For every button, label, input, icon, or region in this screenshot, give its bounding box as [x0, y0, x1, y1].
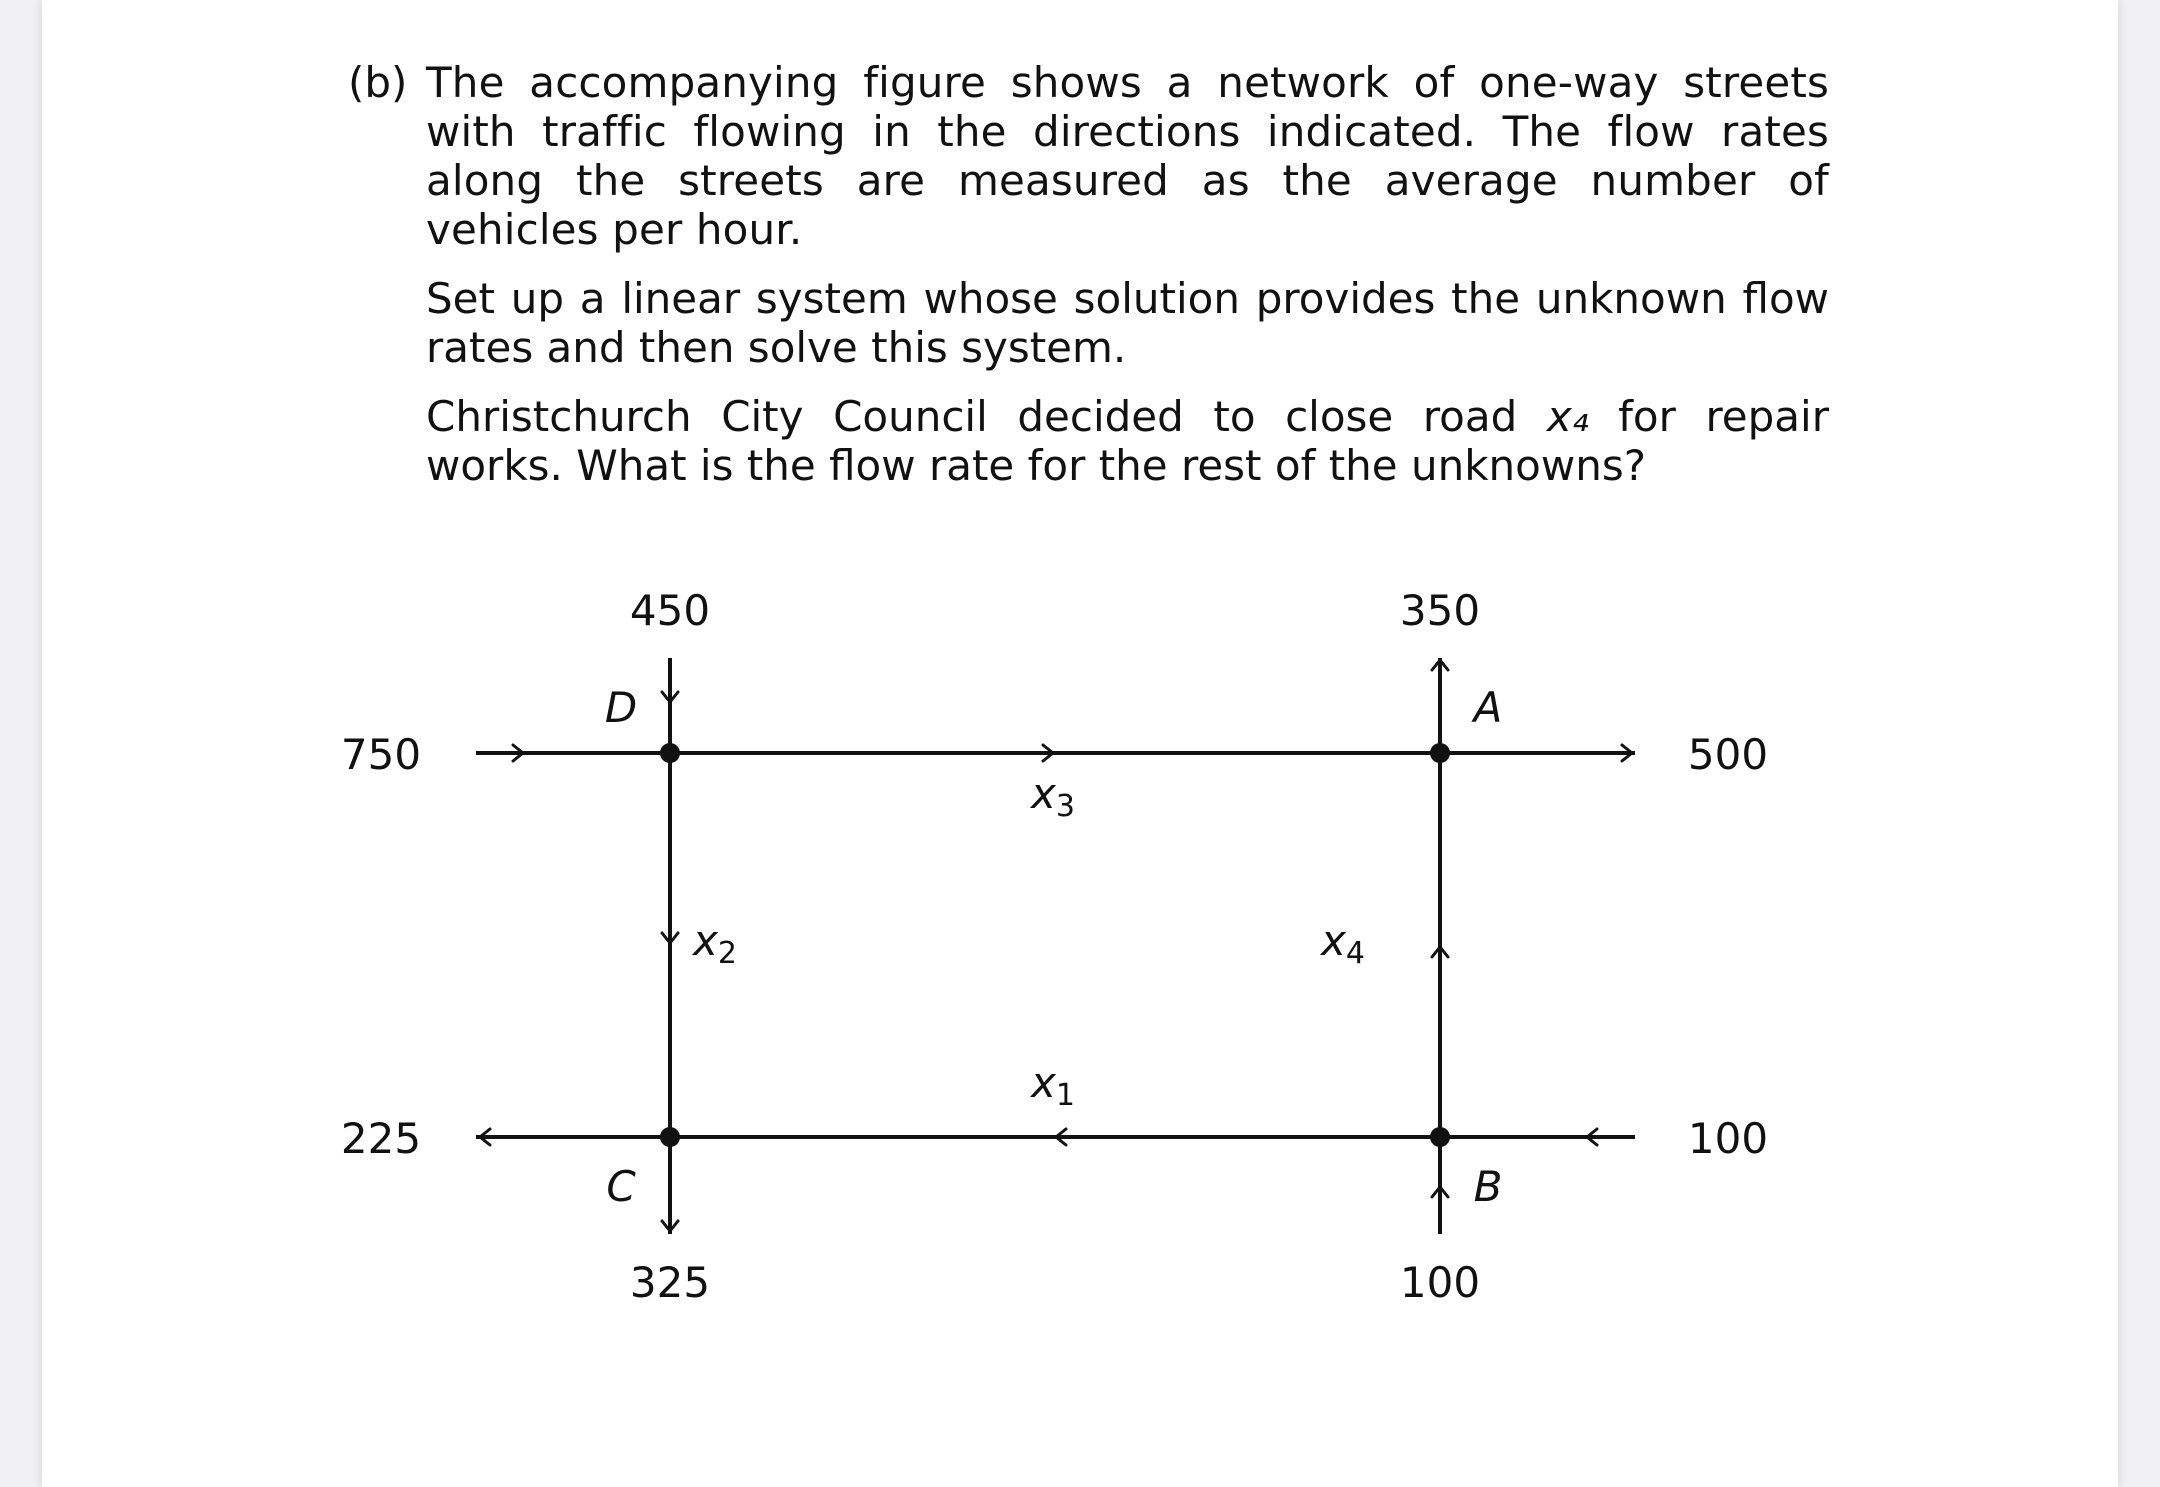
intersection-A — [1430, 743, 1450, 763]
flow-label-225: 225 — [340, 1114, 422, 1163]
intersection-D — [660, 743, 680, 763]
intersection-C — [660, 1127, 680, 1147]
closure-text-start: Christchurch City Council decided to close road — [426, 392, 1547, 441]
node-label-B: B — [1473, 1162, 1503, 1211]
closure-text-end: for repair works. What is the flow rate for the rest of the unknowns? — [426, 392, 1829, 490]
flow-label-325: 325 — [629, 1258, 711, 1307]
variable-label-x3 — [1029, 769, 1075, 824]
flow-label-750: 750 — [340, 730, 422, 779]
x2-base: x — [693, 916, 718, 965]
x4-subscript: 4 — [1345, 936, 1365, 971]
flow-label-100-right: 100 — [1687, 1114, 1769, 1163]
x4-base: x — [1321, 916, 1346, 965]
x1-base: x — [1031, 1058, 1056, 1107]
flow-label-350: 350 — [1399, 586, 1481, 635]
node-label-C: C — [606, 1162, 636, 1211]
variable-label-x1 — [1029, 1058, 1075, 1113]
flow-label-500: 500 — [1687, 730, 1769, 779]
question-paragraph-task: Set up a linear system whose solution provides the unknown flow rates and then solve this system. — [426, 274, 1829, 372]
question-paragraph-description: The accompanying figure shows a network of one-way streets with traffic flowing in the directions indicated. The flow rates along the streets are measured as the average number of vehicles per hour. — [426, 58, 1829, 254]
flow-label-100-bottom: 100 — [1399, 1258, 1481, 1307]
variable-label-x2 — [691, 916, 737, 971]
x1-subscript: 1 — [1055, 1078, 1075, 1113]
x3-subscript: 3 — [1055, 789, 1075, 824]
flow-label-450: 450 — [629, 586, 711, 635]
x2-subscript: 2 — [717, 936, 737, 971]
variable-label-x4 — [1319, 916, 1365, 971]
x3-base: x — [1031, 769, 1056, 818]
node-label-A: A — [1473, 683, 1503, 732]
node-label-D: D — [604, 683, 638, 732]
question-label: (b) — [348, 58, 408, 107]
closure-variable: x₄ — [1546, 392, 1589, 441]
intersection-B — [1430, 1127, 1450, 1147]
